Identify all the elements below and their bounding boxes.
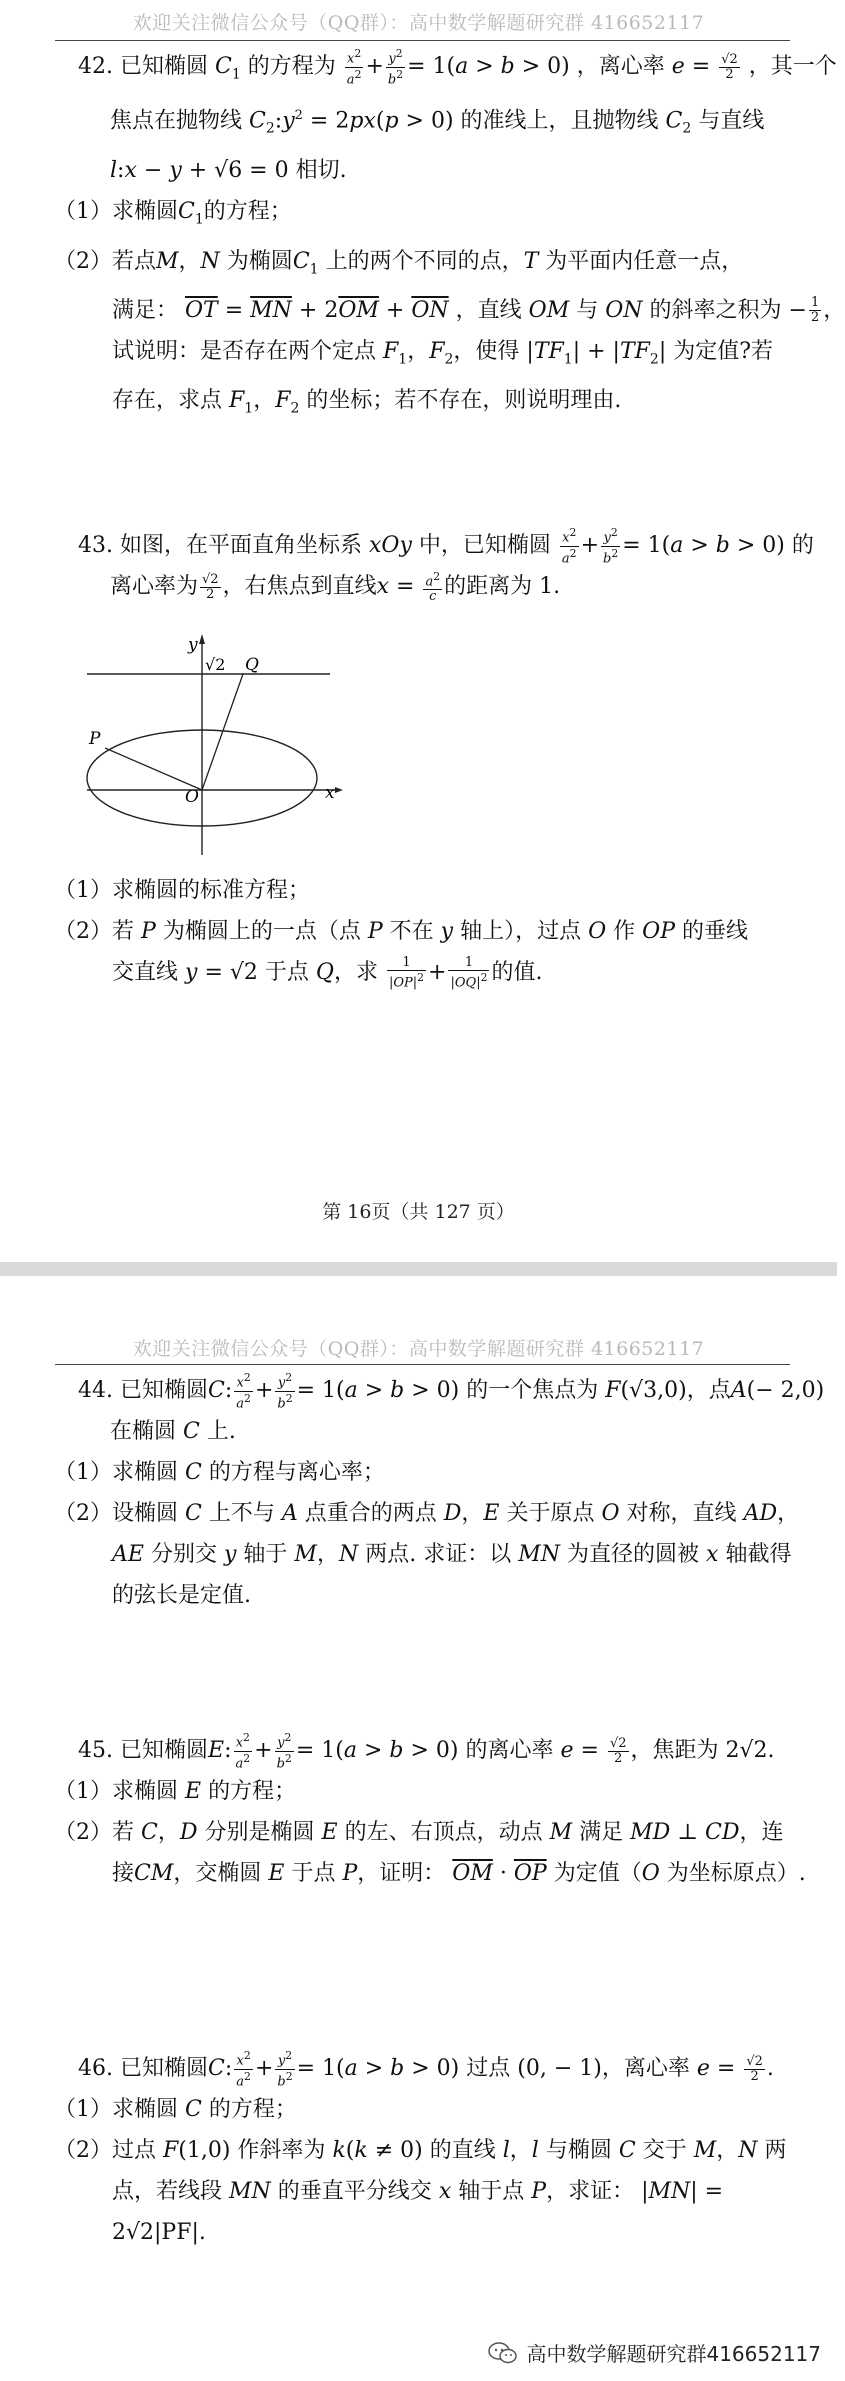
q45-part-1: （1）求椭圆 E 的方程； bbox=[54, 1779, 297, 1804]
q45-part-2-line-2: 接CM，交椭圆 E 于点 P，证明： $\overline{OM} \cdot \overline{OP}$ 为定值（O 为坐标原点）. bbox=[112, 1861, 806, 1886]
q46-part-2: （2）过点 F(1,0) 作斜率为 k(k ≠ 0) 的直线 l，l 与椭圆 C 交于 M，N 两 bbox=[54, 2138, 787, 2163]
q46-part-2-line-3: 2√2|PF|. bbox=[112, 2220, 206, 2245]
q42-part-1: （1）求椭圆$C_1$的方程； bbox=[54, 199, 292, 228]
q44-part-2: （2）设椭圆 C 上不与 A 点重合的两点 D，E 关于原点 O 对称，直线 AD， bbox=[54, 1501, 800, 1526]
question-43-parts bbox=[54, 870, 810, 993]
label-p: P bbox=[89, 729, 101, 749]
label-sqrt2: √2 bbox=[205, 655, 226, 674]
brand-signature bbox=[488, 2338, 821, 2367]
q46-line-1: 46. 已知椭圆C: $\frac{x^2}{a^2}$ + $\frac{y^2}{b^2}$ = 1(a > b > 0) 过点 (0, − 1)，离心率 e = $\frac{√2}{2}$ . bbox=[78, 2049, 774, 2089]
page-footer: 第 16页（共 127 页） bbox=[322, 1201, 515, 1223]
question-46 bbox=[54, 2048, 810, 2253]
fraction: $\frac{1}{|OP|^2}$ bbox=[388, 954, 425, 991]
q42-part-2-line-2: 满足： $\overline{OT} = \overline{MN} + 2\overline{OM} + \overline{ON}$ ，直线 OM 与 ON 的斜率之积为 − $\frac{1}{2}$ ， bbox=[112, 295, 845, 326]
question-number: 42. bbox=[78, 54, 113, 79]
question-45 bbox=[54, 1730, 810, 1894]
q42-part-2-line-3: 试说明：是否存在两个定点 $F_1$，$F_2$，使得 $|TF_1| + |TF_2|$ 为定值?若 bbox=[112, 338, 774, 368]
ellipse-figure bbox=[85, 630, 345, 860]
fraction: $\frac{a^2}{c}$ bbox=[425, 569, 441, 605]
fraction: $\frac{x^2}{a^2}$ bbox=[561, 526, 577, 566]
q42-line-1: 42. 已知椭圆 $C_1$ 的方程为 $\frac{x^2}{a^2}$ + $\frac{y^2}{b^2}$ = 1(a > b > 0) ，离心率 e = $\frac{√2}{2}$ ，其一个 bbox=[78, 47, 837, 87]
question-42 bbox=[54, 46, 845, 430]
fraction: $\frac{y^2}{b^2}$ bbox=[277, 2049, 293, 2089]
label-y: y bbox=[188, 635, 198, 655]
wechat-icon bbox=[488, 2342, 518, 2364]
fraction: $\frac{√2}{2}$ bbox=[609, 1735, 627, 1766]
fraction: $\frac{x^2}{a^2}$ bbox=[346, 47, 362, 87]
x-axis-arrow bbox=[335, 787, 343, 793]
q46-part-1: （1）求椭圆 C 的方程； bbox=[54, 2097, 297, 2122]
q42-line-3: l:x − y + √6 = 0 相切. bbox=[110, 158, 347, 184]
label-o: O bbox=[185, 787, 199, 807]
y-axis-arrow bbox=[199, 634, 205, 644]
q43-part-2: （2）若 P 为椭圆上的一点（点 P 不在 y 轴上），过点 O 作 OP 的垂线 bbox=[54, 919, 749, 944]
page-17 bbox=[0, 1276, 837, 2381]
q45-line-1: 45. 已知椭圆E: $\frac{x^2}{a^2}$ + $\frac{y^2}{b^2}$ = 1(a > b > 0) 的离心率 e = $\frac{√2}{2}$ ，焦距为 2√2. bbox=[78, 1731, 775, 1771]
page-gap bbox=[0, 1262, 837, 1276]
fraction: $\frac{1}{2}$ bbox=[810, 295, 820, 326]
brand-text: 高中数学解题研究群416652117 bbox=[526, 2342, 821, 2366]
label-q: Q bbox=[245, 655, 259, 675]
q44-part-2-line-3: 的弦长是定值. bbox=[112, 1583, 251, 1608]
question-number: 43. bbox=[78, 533, 113, 558]
page-header: 欢迎关注微信公众号（QQ群）：高中数学解题研究群 416652117 bbox=[132, 1338, 705, 1360]
header-rule bbox=[55, 40, 790, 41]
segment-op bbox=[105, 748, 202, 790]
q44-line-2: 在椭圆 C 上. bbox=[110, 1419, 236, 1444]
q43-line-2: 离心率为 $\frac{√2}{2}$ ，右焦点到直线x = $\frac{a^2}{c}$ 的距离为 1. bbox=[110, 569, 561, 605]
q42-part-2-line-4: 存在，求点 $F_1$，$F_2$ 的坐标；若不存在，则说明理由. bbox=[112, 388, 622, 417]
fraction: $\frac{1}{|OQ|^2}$ bbox=[450, 954, 488, 991]
label-x: x bbox=[325, 783, 335, 803]
fraction: $\frac{√2}{2}$ bbox=[746, 2053, 763, 2084]
fraction: $\frac{x^2}{a^2}$ bbox=[236, 2049, 251, 2089]
question-43 bbox=[78, 525, 814, 607]
q43-part-1: （1）求椭圆的标准方程； bbox=[54, 878, 310, 903]
question-number: 44. bbox=[78, 1378, 113, 1403]
q43-line-1: 43. 如图，在平面直角坐标系 xOy 中，已知椭圆 $\frac{x^2}{a^2}$ + $\frac{y^2}{b^2}$ = 1(a > b > 0) 的 bbox=[78, 526, 814, 566]
fraction: $\frac{x^2}{a^2}$ bbox=[235, 1731, 251, 1771]
q42-line-2: 焦点在抛物线 $C_2:y^2 = 2px(p > 0)$ 的准线上，且抛物线 $C_2$ 与直线 bbox=[110, 108, 765, 138]
fraction: $\frac{√2}{2}$ bbox=[202, 571, 219, 602]
fraction: $\frac{y^2}{b^2}$ bbox=[603, 526, 619, 566]
q45-part-2: （2）若 C，D 分别是椭圆 E 的左、右顶点，动点 M 满足 MD ⊥ CD，连 bbox=[54, 1820, 784, 1845]
fraction: $\frac{y^2}{b^2}$ bbox=[387, 47, 404, 87]
question-number: 45. bbox=[78, 1738, 113, 1763]
q44-part-1: （1）求椭圆 C 的方程与离心率； bbox=[54, 1460, 385, 1485]
fraction: $\frac{y^2}{b^2}$ bbox=[277, 1371, 293, 1411]
q46-part-2-line-2: 点，若线段 MN 的垂直平分线交 x 轴于点 P，求证： |MN| = bbox=[112, 2179, 724, 2204]
q44-part-2-line-2: AE 分别交 y 轴于 M，N 两点. 求证：以 MN 为直径的圆被 x 轴截得 bbox=[112, 1542, 792, 1567]
fraction: $\frac{√2}{2}$ bbox=[721, 51, 738, 82]
q42-part-2: （2）若点M，N 为椭圆$C_1$ 上的两个不同的点，T 为平面内任意一点， bbox=[54, 248, 744, 277]
fraction: $\frac{x^2}{a^2}$ bbox=[236, 1371, 251, 1411]
q44-line-1: 44. 已知椭圆C: $\frac{x^2}{a^2}$ + $\frac{y^2}{b^2}$ = 1(a > b > 0) 的一个焦点为 F(√3,0)，点A(− 2,0) bbox=[78, 1371, 825, 1411]
header-rule bbox=[55, 1364, 790, 1365]
question-number: 46. bbox=[78, 2056, 113, 2081]
fraction: $\frac{y^2}{b^2}$ bbox=[276, 1731, 292, 1771]
question-44 bbox=[54, 1370, 825, 1616]
q43-part-2-line-2: 交直线 y = √2 于点 Q，求 $\frac{1}{|OP|^2}$ + $\frac{1}{|OQ|^2}$ 的值. bbox=[112, 954, 543, 991]
page-header: 欢迎关注微信公众号（QQ群）：高中数学解题研究群 416652117 bbox=[132, 12, 705, 34]
